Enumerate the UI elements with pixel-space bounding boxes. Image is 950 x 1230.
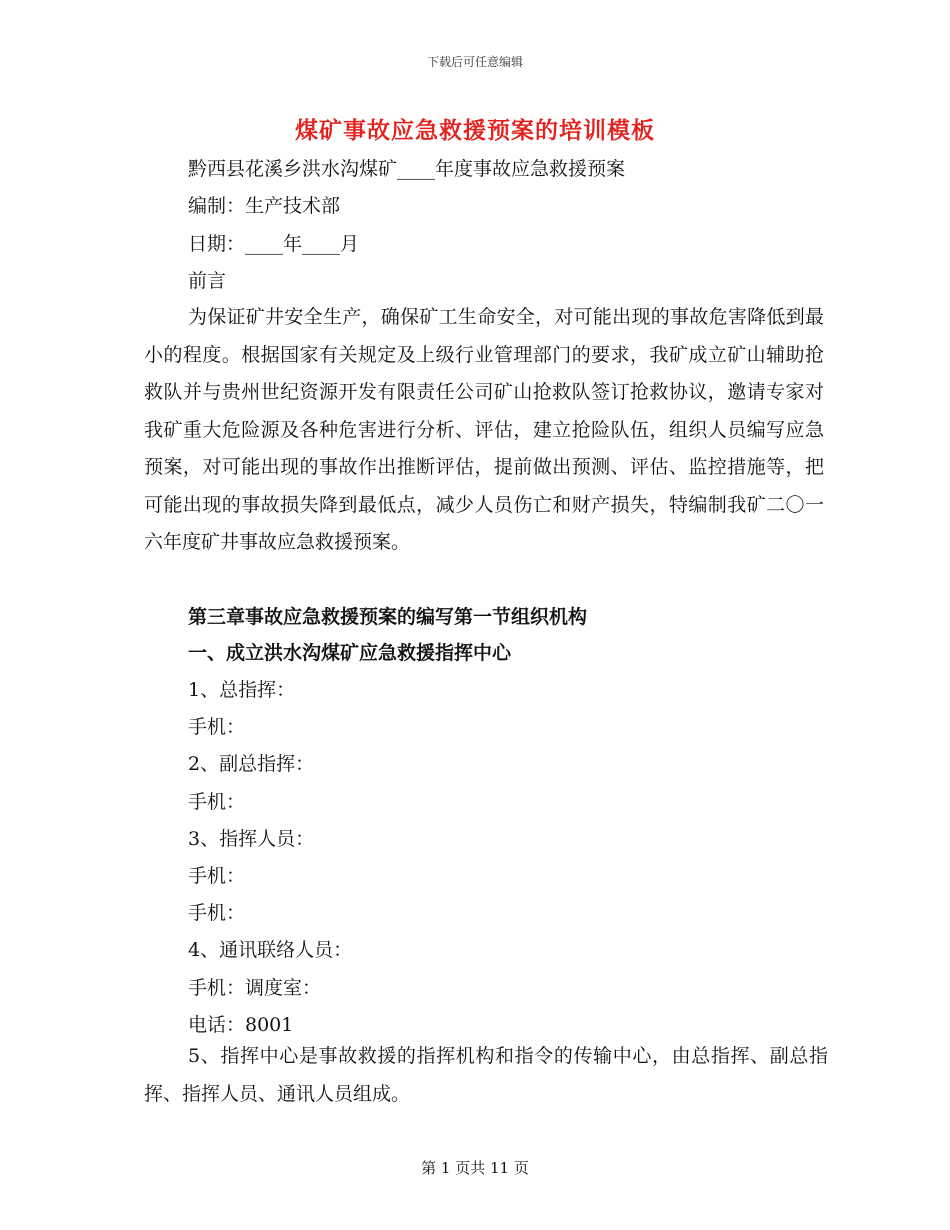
list-item: 2、副总指挥：	[188, 753, 315, 775]
list-item: 手机：	[188, 716, 246, 738]
list-item: 4、通讯联络人员：	[188, 939, 353, 961]
intro-line-preface-heading: 前言	[188, 270, 227, 292]
intro-line-date: 日期：____年____月	[188, 233, 360, 255]
list-item: 电话：8001	[188, 1014, 294, 1036]
list-item: 1、总指挥：	[188, 679, 296, 701]
item5-paragraph: 5、指挥中心是事故救援的指挥机构和指令的传输中心，由总指挥、副总指挥、指挥人员、通讯人员组成。	[144, 1045, 828, 1105]
header-note: 下载后可任意编辑	[426, 55, 523, 69]
section-heading: 一、成立洪水沟煤矿应急救援指挥中心	[188, 642, 512, 664]
list-item: 手机：	[188, 902, 246, 924]
chapter-heading: 第三章事故应急救援预案的编写第一节组织机构	[188, 606, 588, 628]
document-title: 煤矿事故应急救援预案的培训模板	[295, 117, 655, 144]
list-item: 手机：调度室：	[188, 977, 322, 999]
page-number: 第 1 页共 11 页	[421, 1159, 529, 1177]
preface-paragraph: 为保证矿井安全生产，确保矿工生命安全，对可能出现的事故危害降低到最小的程度。根据国家有关规定及上级行业管理部门的要求，我矿成立矿山辅助抢救队并与贵州世纪资源开发有限责任公司矿山抢救队签订抢救协议，邀请专家对我矿重大危险源及各种危害进行分析、评估，建立抢险队伍，组织人员编写应急预案，对可能出现的事故作出推断评估，提前做出预测、评估、监控措施等，把可能出现的事故损失降到最低点，减少人员伤亡和财产损失，特编制我矿二〇一六年度矿井事故应急救援预案。	[144, 306, 824, 553]
list-item: 手机：	[188, 791, 246, 813]
list-item: 手机：	[188, 865, 246, 887]
intro-line-plan-name: 黔西县花溪乡洪水沟煤矿____年度事故应急救援预案	[188, 158, 626, 180]
intro-line-editor: 编制：生产技术部	[188, 195, 341, 217]
list-item: 3、指挥人员：	[188, 828, 315, 850]
